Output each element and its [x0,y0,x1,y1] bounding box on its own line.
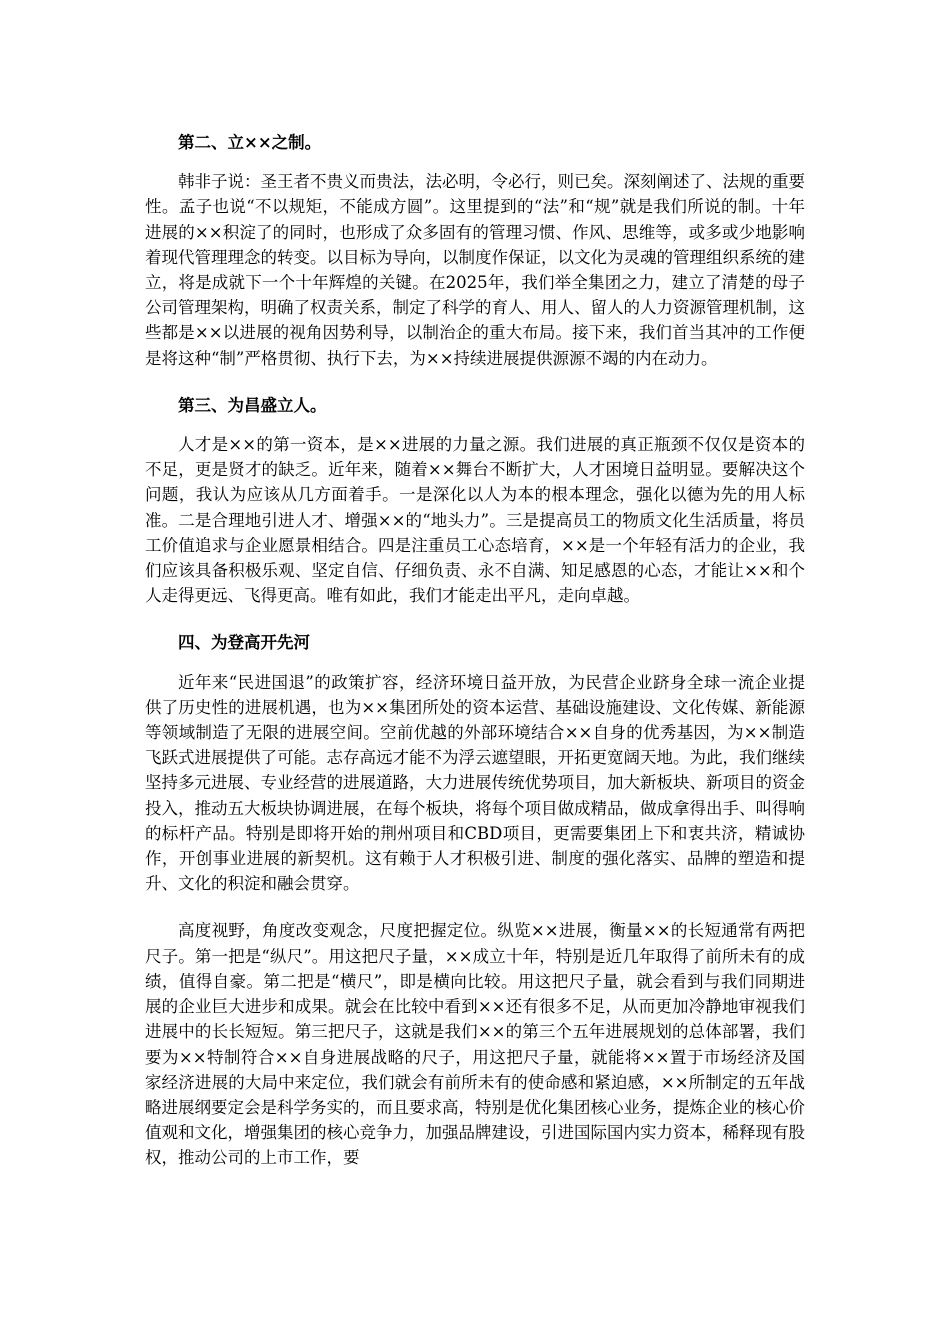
section-pioneer [145,630,805,1170]
body-paragraph: 高度视野，角度改变观念，尺度把握定位。纵览××进展，衡量××的长短通常有两把尺子。第一把是“纵尺”。用这把尺子量，××成立十年，特别是近几年取得了前所未有的成绩，值得自豪。第二把是“横尺”，即是横向比较。用这把尺子量，就会看到与我们同期进展的企业巨大进步和成果。就会在比较中看到××还有很多不足，从而更加冷静地审视我们进展中的长长短短。第三把尺子，这就是我们××的第三个五年进展规划的总体部署，我们要为××特制符合××自身进展战略的尺子，用这把尺子量，就能将××置于市场经济及国家经济进展的大局中来定位，我们就会有前所未有的使命感和紧迫感，××所制定的五年战略进展纲要定会是科学务实的，而且要求高，特别是优化集团核心业务，提炼企业的核心价值观和文化，增强集团的核心竞争力，加强品牌建设，引进国际国内实力资本，稀释现有股权，推动公司的上市工作，要 [145,921,805,1168]
section-heading: 四、为登高开先河 [178,633,310,653]
section-system [145,130,805,371]
section-talent [145,393,805,609]
section-heading: 第二、立××之制。 [178,133,322,152]
document-page [145,130,805,1193]
body-paragraph: 人才是××的第一资本，是××进展的力量之源。我们进展的真正瓶颈不仅仅是资本的不足，更是贤才的缺乏。近年来，随着××舞台不断扩大，人才困境日益明显。要解决这个问题，我认为应该从几方面着手。一是深化以人为本的根本理念，强化以德为先的用人标准。二是合理地引进人才、增强××的“地头力”。三是提高员工的物质文化生活质量，将员工价值追求与企业愿景相结合。四是注重员工心态培育，××是一个年轻有活力的企业，我们应该具备积极乐观、坚定自信、仔细负责、永不自满、知足感恩的心态，才能让××和个人走得更远、飞得更高。唯有如此，我们才能走出平凡，走向卓越。 [145,435,805,606]
section-heading: 第三、为昌盛立人。 [178,395,327,415]
body-paragraph: 韩非子说：圣王者不贵义而贵法，法必明，令必行，则已矣。深刻阐述了、法规的重要性。孟子也说“不以规矩，不能成方圆”。这里提到的“法”和“规”就是我们所说的制。十年进展的××积淀了的同时，也形成了众多固有的管理习惯、作风、思维等，或多或少地影响着现代管理理念的转变。以目标为导向，以制度作保证，以文化为灵魂的管理组织系统的建立，将是成就下一个十年辉煌的关键。在2025年，我们举全集团之力，建立了清楚的母子公司管理架构，明确了权责关系，制定了科学的育人、用人、留人的人力资源管理机制，这些都是××以进展的视角因势利导，以制治企的重大布局。接下来，我们首当其冲的工作便是将这种“制”严格贯彻、执行下去，为××持续进展提供源源不竭的内在动力。 [145,172,805,368]
body-paragraph: 近年来“民进国退”的政策扩容，经济环境日益开放，为民营企业跻身全球一流企业提供了历史性的进展机遇，也为××集团所处的资本运营、基础设施建设、文化传媒、新能源等领域制造了无限的进展空间。空前优越的外部环境结合××自身的优秀基因，为××制造飞跃式进展提供了可能。志存高远才能不为浮云遮望眼，开拓更宽阔天地。为此，我们继续坚持多元进展、专业经营的进展道路，大力进展传统优势项目，加大新板块、新项目的资金投入，推动五大板块协调进展，在每个板块，将每个项目做成精品，做成拿得出手、叫得响的标杆产品。特别是即将开始的荆州项目和CBD项目，更需要集团上下和衷共济，精诚协作，开创事业进展的新契机。这有赖于人才积极引进、制度的强化落实、品牌的塑造和提升、文化的积淀和融会贯穿。 [145,672,805,894]
